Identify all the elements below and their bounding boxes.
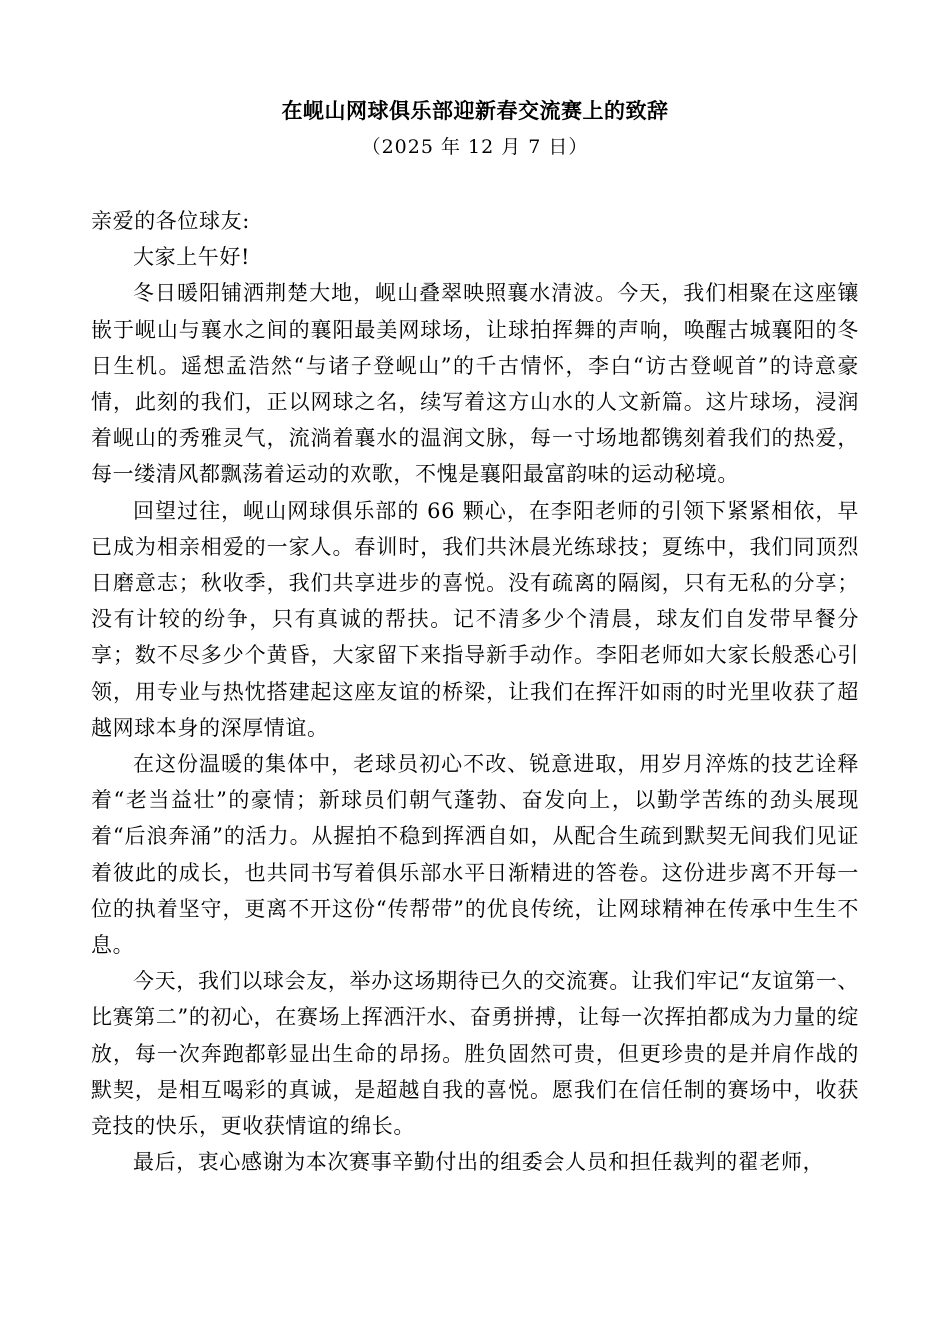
document-title: 在岘山网球俱乐部迎新春交流赛上的致辞 (281, 98, 669, 123)
paragraph: 今天，我们以球会友，举办这场期待已久的交流赛。让我们牢记“友谊第一、比赛第二”的初心，在赛场上挥洒汗水、奋勇拼搏，让每一次挥拍都成为力量的绽放，每一次奔跑都彰显出生命的昂扬。胜负固然可贵，但更珍贵的是并肩作战的默契，是相互喝彩的真诚，是超越自我的喜悦。愿我们在信任制的赛场中，收获竞技的快乐，更收获情谊的绵长。 (91, 969, 859, 1139)
document-date: （2025 年 12 月 7 日） (361, 136, 589, 158)
paragraph: 冬日暖阳铺洒荆楚大地，岘山叠翠映照襄水清波。今天，我们相聚在这座镶嵌于岘山与襄水之间的襄阳最美网球场，让球拍挥舞的声响，唤醒古城襄阳的冬日生机。遥想孟浩然“与诸子登岘山”的千古情怀，李白“访古登岘首”的诗意豪情，此刻的我们，正以网球之名，续写着这方山水的人文新篇。这片球场，浸润着岘山的秀雅灵气，流淌着襄水的温润文脉，每一寸场地都镌刻着我们的热爱，每一缕清风都飘荡着运动的欢歌，不愧是襄阳最富韵味的运动秘境。 (91, 281, 859, 487)
document-body (91, 203, 859, 1180)
paragraph: 回望过往，岘山网球俱乐部的 66 颗心，在李阳老师的引领下紧紧相依，早已成为相亲相爱的一家人。春训时，我们共沐晨光练球技；夏练中，我们同顶烈日磨意志；秋收季，我们共享进步的喜悦。没有疏离的隔阂，只有无私的分享；没有计较的纷争，只有真诚的帮扶。记不清多少个清晨，球友们自发带早餐分享；数不尽多少个黄昏，大家留下来指导新手动作。李阳老师如大家长般悉心引领，用专业与热忱搭建起这座友谊的桥梁，让我们在挥汗如雨的时光里收获了超越网球本身的深厚情谊。 (91, 498, 859, 740)
salutation: 亲爱的各位球友: (91, 209, 250, 233)
paragraph: 最后，衷心感谢为本次赛事辛勤付出的组委会人员和担任裁判的翟老师， (133, 1150, 825, 1175)
paragraph: 在这份温暖的集体中，老球员初心不改、锐意进取，用岁月淬炼的技艺诠释着“老当益壮”的豪情；新球员们朝气蓬勃、奋发向上，以勤学苦练的劲头展现着“后浪奔涌”的活力。从握拍不稳到挥洒自如，从配合生疏到默契无间我们见证着彼此的成长，也共同书写着俱乐部水平日渐精进的答卷。这份进步离不开每一位的执着坚守，更离不开这份“传帮带”的优良传统，让网球精神在传承中生生不息。 (91, 752, 859, 958)
paragraph: 大家上午好! (133, 245, 251, 270)
